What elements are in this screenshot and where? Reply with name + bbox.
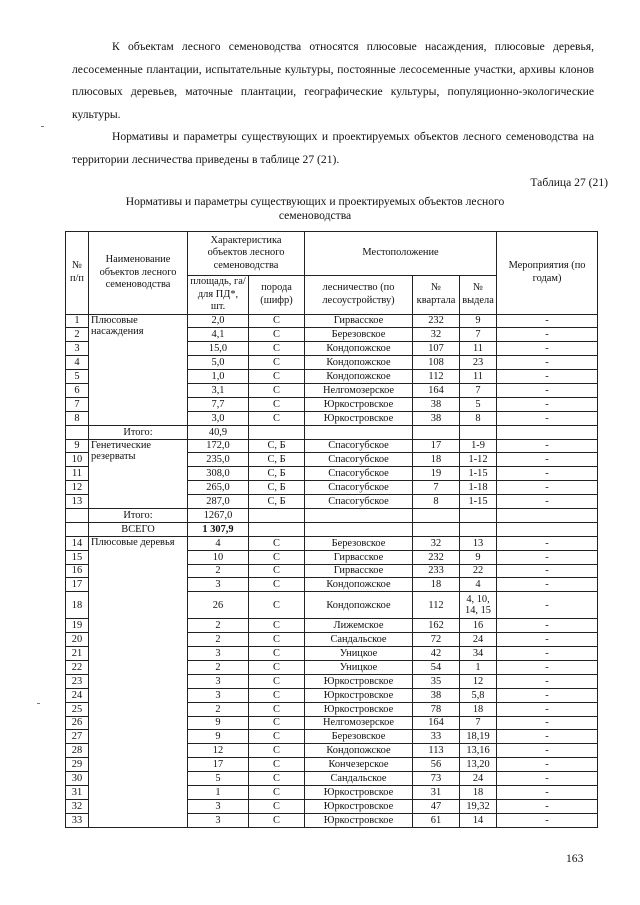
empty-cell: [249, 508, 305, 522]
cell-section: 34: [460, 647, 497, 661]
cell-forestry: Кондопожское: [305, 744, 413, 758]
cell-quarter: 113: [413, 744, 460, 758]
cell-quarter: 38: [413, 411, 460, 425]
cell-measures: -: [497, 674, 598, 688]
group-name: Плюсовые деревья: [89, 536, 188, 827]
cell-area: 1: [188, 786, 249, 800]
page-number: 163: [566, 852, 584, 865]
cell-forestry: Нелгомозерское: [305, 383, 413, 397]
cell-species: С: [249, 633, 305, 647]
cell-area: 3: [188, 578, 249, 592]
cell-area: 308,0: [188, 467, 249, 481]
cell-section: 9: [460, 314, 497, 328]
cell-n: 26: [66, 716, 89, 730]
cell-n: 21: [66, 647, 89, 661]
cell-section: 19,32: [460, 799, 497, 813]
cell-quarter: 107: [413, 342, 460, 356]
cell-measures: -: [497, 397, 598, 411]
cell-measures: -: [497, 633, 598, 647]
cell-n: 23: [66, 674, 89, 688]
cell-quarter: 112: [413, 370, 460, 384]
cell-measures: -: [497, 342, 598, 356]
cell-quarter: 61: [413, 813, 460, 827]
cell-section: 1-12: [460, 453, 497, 467]
cell-section: 11: [460, 370, 497, 384]
cell-measures: -: [497, 564, 598, 578]
cell-section: 7: [460, 328, 497, 342]
cell-area: 3: [188, 813, 249, 827]
cell-section: 24: [460, 633, 497, 647]
cell-quarter: 32: [413, 536, 460, 550]
cell-forestry: Сандальское: [305, 772, 413, 786]
cell-n: 20: [66, 633, 89, 647]
cell-area: 3: [188, 799, 249, 813]
cell-species: С: [249, 411, 305, 425]
cell-measures: -: [497, 799, 598, 813]
cell-area: 5: [188, 772, 249, 786]
cell-forestry: Спасогубское: [305, 495, 413, 509]
header-location: Местоположение: [305, 232, 497, 276]
cell-quarter: 78: [413, 702, 460, 716]
cell-forestry: Спасогубское: [305, 439, 413, 453]
cell-quarter: 112: [413, 592, 460, 619]
cell-species: С: [249, 730, 305, 744]
cell-quarter: 8: [413, 495, 460, 509]
cell-area: 4,1: [188, 328, 249, 342]
cell-n: 18: [66, 592, 89, 619]
cell-measures: -: [497, 481, 598, 495]
cell-species: С: [249, 702, 305, 716]
cell-measures: -: [497, 578, 598, 592]
cell-species: С: [249, 592, 305, 619]
cell-forestry: Юркостровское: [305, 799, 413, 813]
intro-paragraph: К объектам лесного семеноводства относятся плюсовые насаждения, плюсовые деревья, лесосеменные плантации, испытательные культуры, постоянные лесосеменные участки, архивы клонов плюсовых деревьев, маточные плантации, географические культуры, популяционно-экологические культуры.: [72, 40, 594, 121]
cell-forestry: Березовское: [305, 328, 413, 342]
cell-quarter: 42: [413, 647, 460, 661]
cell-area: 5,0: [188, 356, 249, 370]
cell-area: 26: [188, 592, 249, 619]
cell-quarter: 31: [413, 786, 460, 800]
cell-area: 9: [188, 716, 249, 730]
cell-section: 24: [460, 772, 497, 786]
empty-cell: [497, 508, 598, 522]
cell-species: С: [249, 536, 305, 550]
total-row: [66, 508, 598, 522]
cell-area: 2: [188, 633, 249, 647]
cell-species: С: [249, 660, 305, 674]
cell-area: 3,0: [188, 411, 249, 425]
cell-forestry: Кондопожское: [305, 578, 413, 592]
header-species: порода (шифр): [249, 276, 305, 315]
cell-quarter: 18: [413, 578, 460, 592]
cell-quarter: 233: [413, 564, 460, 578]
cell-n: 29: [66, 758, 89, 772]
cell-area: 1,0: [188, 370, 249, 384]
cell-n: 28: [66, 744, 89, 758]
cell-quarter: 7: [413, 481, 460, 495]
cell-section: 18: [460, 786, 497, 800]
cell-area: 172,0: [188, 439, 249, 453]
cell-species: С: [249, 716, 305, 730]
cell-quarter: 232: [413, 550, 460, 564]
cell-section: 1-15: [460, 467, 497, 481]
cell-area: 2: [188, 619, 249, 633]
cell-forestry: Юркостровское: [305, 813, 413, 827]
cell-species: С: [249, 674, 305, 688]
empty-cell: [460, 508, 497, 522]
cell-section: 4, 10, 14, 15: [460, 592, 497, 619]
cell-forestry: Уницкое: [305, 647, 413, 661]
cell-measures: -: [497, 619, 598, 633]
cell-quarter: 32: [413, 328, 460, 342]
cell-area: 10: [188, 550, 249, 564]
cell-section: 13,20: [460, 758, 497, 772]
total-row: [66, 425, 598, 439]
cell-forestry: Сандальское: [305, 633, 413, 647]
cell-area: 2: [188, 702, 249, 716]
header-forestry: лесничество (по лесоустройству): [305, 276, 413, 315]
cell-quarter: 56: [413, 758, 460, 772]
group-name: Плюсовые насаждения: [89, 314, 188, 425]
cell-section: 4: [460, 578, 497, 592]
cell-n: 30: [66, 772, 89, 786]
total-value: 40,9: [188, 425, 249, 439]
cell-forestry: Кондопожское: [305, 342, 413, 356]
cell-forestry: Юркостровское: [305, 397, 413, 411]
cell-quarter: 73: [413, 772, 460, 786]
cell-section: 23: [460, 356, 497, 370]
cell-section: 11: [460, 342, 497, 356]
cell-section: 1: [460, 660, 497, 674]
cell-n: 2: [66, 328, 89, 342]
cell-forestry: Юркостровское: [305, 702, 413, 716]
empty-cell: [413, 425, 460, 439]
empty-cell: [305, 522, 413, 536]
cell-forestry: Гирвасское: [305, 314, 413, 328]
group-name: Генетические резерваты: [89, 439, 188, 508]
header-measures: Мероприятия (по годам): [497, 232, 598, 315]
cell-section: 1-18: [460, 481, 497, 495]
cell-n: 12: [66, 481, 89, 495]
cell-species: С: [249, 397, 305, 411]
empty-cell: [66, 522, 89, 536]
cell-area: 2: [188, 660, 249, 674]
cell-n: 11: [66, 467, 89, 481]
cell-quarter: 17: [413, 439, 460, 453]
total-label: ВСЕГО: [89, 522, 188, 536]
cell-measures: -: [497, 786, 598, 800]
cell-section: 9: [460, 550, 497, 564]
cell-measures: -: [497, 467, 598, 481]
cell-n: 6: [66, 383, 89, 397]
cell-species: С, Б: [249, 453, 305, 467]
empty-cell: [305, 425, 413, 439]
cell-quarter: 164: [413, 716, 460, 730]
cell-forestry: Гирвасское: [305, 550, 413, 564]
cell-area: 3: [188, 674, 249, 688]
cell-species: С, Б: [249, 439, 305, 453]
cell-species: С, Б: [249, 495, 305, 509]
cell-forestry: Спасогубское: [305, 453, 413, 467]
cell-n: 31: [66, 786, 89, 800]
empty-cell: [249, 425, 305, 439]
total-row: [66, 522, 598, 536]
cell-area: 2,0: [188, 314, 249, 328]
cell-species: С: [249, 647, 305, 661]
cell-measures: -: [497, 495, 598, 509]
cell-forestry: Спасогубское: [305, 481, 413, 495]
cell-quarter: 38: [413, 688, 460, 702]
cell-section: 1-15: [460, 495, 497, 509]
cell-quarter: 164: [413, 383, 460, 397]
cell-measures: -: [497, 688, 598, 702]
cell-n: 8: [66, 411, 89, 425]
seed-objects-table: [65, 231, 598, 828]
cell-n: 17: [66, 578, 89, 592]
cell-n: 19: [66, 619, 89, 633]
scan-speck: [41, 126, 44, 127]
cell-section: 7: [460, 716, 497, 730]
cell-area: 3: [188, 647, 249, 661]
cell-n: 13: [66, 495, 89, 509]
cell-measures: -: [497, 439, 598, 453]
cell-quarter: 35: [413, 674, 460, 688]
cell-species: С: [249, 564, 305, 578]
cell-forestry: Юркостровское: [305, 786, 413, 800]
cell-species: С: [249, 619, 305, 633]
cell-measures: -: [497, 536, 598, 550]
cell-quarter: 108: [413, 356, 460, 370]
cell-section: 18: [460, 702, 497, 716]
table-row: [66, 314, 598, 328]
cell-species: С: [249, 758, 305, 772]
cell-forestry: Березовское: [305, 730, 413, 744]
cell-area: 287,0: [188, 495, 249, 509]
cell-forestry: Кондопожское: [305, 370, 413, 384]
header-num: № п/п: [66, 232, 89, 315]
cell-species: С: [249, 383, 305, 397]
empty-cell: [413, 508, 460, 522]
cell-quarter: 33: [413, 730, 460, 744]
cell-quarter: 47: [413, 799, 460, 813]
cell-section: 7: [460, 383, 497, 397]
cell-area: 12: [188, 744, 249, 758]
empty-cell: [460, 425, 497, 439]
cell-species: С, Б: [249, 467, 305, 481]
cell-forestry: Гирвасское: [305, 564, 413, 578]
cell-measures: -: [497, 744, 598, 758]
cell-quarter: 19: [413, 467, 460, 481]
cell-n: 5: [66, 370, 89, 384]
cell-forestry: Березовское: [305, 536, 413, 550]
empty-cell: [305, 508, 413, 522]
cell-measures: -: [497, 730, 598, 744]
header-section: № выдела: [460, 276, 497, 315]
cell-section: 1-9: [460, 439, 497, 453]
total-value: 1267,0: [188, 508, 249, 522]
cell-n: 16: [66, 564, 89, 578]
cell-section: 14: [460, 813, 497, 827]
cell-species: С: [249, 786, 305, 800]
cell-measures: -: [497, 550, 598, 564]
cell-forestry: Юркостровское: [305, 411, 413, 425]
cell-species: С: [249, 688, 305, 702]
cell-forestry: Кондопожское: [305, 356, 413, 370]
cell-measures: -: [497, 314, 598, 328]
cell-area: 17: [188, 758, 249, 772]
cell-species: С, Б: [249, 481, 305, 495]
table-row: [66, 439, 598, 453]
cell-measures: -: [497, 772, 598, 786]
cell-species: С: [249, 356, 305, 370]
cell-species: С: [249, 578, 305, 592]
cell-species: С: [249, 550, 305, 564]
cell-measures: -: [497, 356, 598, 370]
cell-n: 4: [66, 356, 89, 370]
cell-forestry: Кончезерское: [305, 758, 413, 772]
cell-section: 13,16: [460, 744, 497, 758]
cell-section: 18,19: [460, 730, 497, 744]
total-label: Итого:: [89, 508, 188, 522]
cell-n: 22: [66, 660, 89, 674]
cell-measures: -: [497, 411, 598, 425]
cell-species: С: [249, 772, 305, 786]
cell-species: С: [249, 342, 305, 356]
empty-cell: [66, 425, 89, 439]
cell-quarter: 54: [413, 660, 460, 674]
cell-forestry: Уницкое: [305, 660, 413, 674]
cell-n: 24: [66, 688, 89, 702]
total-label: Итого:: [89, 425, 188, 439]
cell-n: 10: [66, 453, 89, 467]
cell-n: 14: [66, 536, 89, 550]
cell-species: С: [249, 799, 305, 813]
cell-section: 8: [460, 411, 497, 425]
cell-measures: -: [497, 716, 598, 730]
cell-n: 27: [66, 730, 89, 744]
cell-area: 235,0: [188, 453, 249, 467]
cell-forestry: Спасогубское: [305, 467, 413, 481]
cell-n: 25: [66, 702, 89, 716]
cell-n: 15: [66, 550, 89, 564]
empty-cell: [497, 425, 598, 439]
table-row: [66, 536, 598, 550]
table-number: Таблица 27 (21): [530, 176, 608, 189]
cell-n: 9: [66, 439, 89, 453]
cell-species: С: [249, 328, 305, 342]
cell-species: С: [249, 813, 305, 827]
cell-measures: -: [497, 758, 598, 772]
cell-section: 12: [460, 674, 497, 688]
cell-forestry: Юркостровское: [305, 674, 413, 688]
cell-species: С: [249, 744, 305, 758]
cell-n: 1: [66, 314, 89, 328]
cell-quarter: 162: [413, 619, 460, 633]
cell-n: 3: [66, 342, 89, 356]
empty-cell: [460, 522, 497, 536]
header-characteristic: Характеристика объектов лесного семеноводства: [188, 232, 305, 276]
header-area: площадь, га/ для ПД*, шт.: [188, 276, 249, 315]
cell-section: 16: [460, 619, 497, 633]
empty-cell: [413, 522, 460, 536]
empty-cell: [497, 522, 598, 536]
cell-measures: -: [497, 702, 598, 716]
cell-area: 3,1: [188, 383, 249, 397]
cell-forestry: Лижемское: [305, 619, 413, 633]
cell-measures: -: [497, 592, 598, 619]
cell-area: 15,0: [188, 342, 249, 356]
cell-quarter: 72: [413, 633, 460, 647]
table-caption: Нормативы и параметры существующих и проектируемых объектов лесного семеноводства: [125, 195, 505, 222]
header-quarter: № квартала: [413, 276, 460, 315]
cell-n: 33: [66, 813, 89, 827]
cell-measures: -: [497, 383, 598, 397]
cell-area: 265,0: [188, 481, 249, 495]
cell-measures: -: [497, 647, 598, 661]
cell-quarter: 38: [413, 397, 460, 411]
reference-paragraph: Нормативы и параметры существующих и проектируемых объектов лесного семеноводства на территории лесничества приведены в таблице 27 (21).: [72, 130, 594, 166]
cell-section: 13: [460, 536, 497, 550]
cell-section: 5: [460, 397, 497, 411]
empty-cell: [66, 508, 89, 522]
cell-measures: -: [497, 660, 598, 674]
cell-species: С: [249, 314, 305, 328]
cell-forestry: Кондопожское: [305, 592, 413, 619]
cell-forestry: Нелгомозерское: [305, 716, 413, 730]
cell-area: 3: [188, 688, 249, 702]
cell-measures: -: [497, 370, 598, 384]
cell-section: 5,8: [460, 688, 497, 702]
empty-cell: [249, 522, 305, 536]
cell-n: 32: [66, 799, 89, 813]
header-name: Наименование объектов лесного семеноводства: [89, 232, 188, 315]
cell-area: 2: [188, 564, 249, 578]
cell-quarter: 18: [413, 453, 460, 467]
cell-area: 7,7: [188, 397, 249, 411]
cell-measures: -: [497, 813, 598, 827]
cell-forestry: Юркостровское: [305, 688, 413, 702]
cell-measures: -: [497, 453, 598, 467]
total-value: 1 307,9: [188, 522, 249, 536]
cell-quarter: 232: [413, 314, 460, 328]
cell-n: 7: [66, 397, 89, 411]
scan-speck: [37, 703, 40, 704]
cell-area: 9: [188, 730, 249, 744]
cell-area: 4: [188, 536, 249, 550]
cell-species: С: [249, 370, 305, 384]
cell-section: 22: [460, 564, 497, 578]
cell-measures: -: [497, 328, 598, 342]
